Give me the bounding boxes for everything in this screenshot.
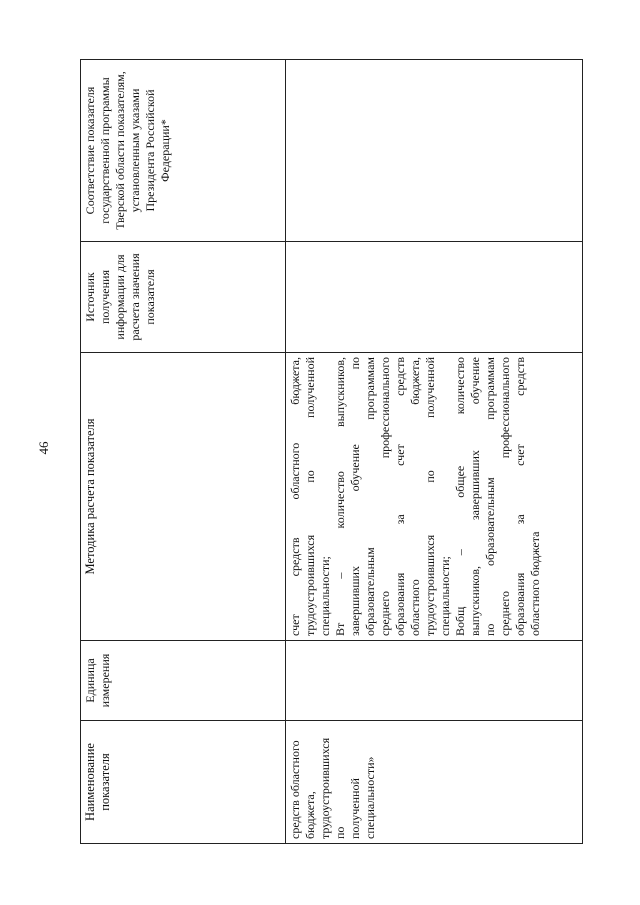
table-header-row xyxy=(81,60,286,844)
method-line: завершивших обучение по xyxy=(348,357,362,636)
method-line: Вт – количество выпускников, xyxy=(333,357,347,636)
header-name: Наименование показателя xyxy=(81,721,286,844)
name-line: средств областного xyxy=(288,740,302,839)
method-line: образования за счет средств xyxy=(513,357,527,636)
method-line: по образовательным программам xyxy=(483,357,497,636)
method-line: Вобщ – общее количество xyxy=(453,357,467,636)
cell-name xyxy=(286,721,583,844)
method-line: счет средств областного бюджета, xyxy=(288,357,302,636)
method-line: среднего профессионального xyxy=(498,357,512,636)
indicators-table xyxy=(80,59,583,844)
name-line: бюджета, xyxy=(303,791,317,839)
rotated-table-container xyxy=(80,60,582,844)
cell-method xyxy=(286,353,583,641)
name-line: полученной xyxy=(348,778,362,839)
indicators-table-wrapper xyxy=(80,60,582,844)
page-number: 46 xyxy=(36,441,51,455)
method-line: областного бюджета xyxy=(528,531,542,636)
table-row xyxy=(286,60,583,844)
method-line: специальности; xyxy=(438,556,452,636)
method-line: образовательным программам xyxy=(363,357,377,636)
cell-state-program xyxy=(286,60,583,242)
method-line: трудоустроившихся по полученной xyxy=(423,357,437,636)
header-state-program: Соответствие показателя государственной программы Тверской области показателям, установленным указами Президента Российской Федерации* xyxy=(81,60,286,242)
header-unit: Единица измерения xyxy=(81,641,286,721)
name-line: специальности» xyxy=(363,756,377,839)
method-line: выпускников, завершивших обучение xyxy=(468,357,482,636)
method-line: образования за счет средств xyxy=(393,357,407,636)
method-line: трудоустроившихся по полученной xyxy=(303,357,317,636)
name-line: трудоустроившихся по xyxy=(318,737,347,839)
method-line: среднего профессионального xyxy=(378,357,392,636)
method-line: специальности; xyxy=(318,556,332,636)
header-method: Методика расчета показателя xyxy=(81,353,286,641)
cell-source xyxy=(286,242,583,353)
header-source: Источник получения информации для расчета значения показателя xyxy=(81,242,286,353)
cell-unit xyxy=(286,641,583,721)
method-line: областного бюджета, xyxy=(408,357,422,636)
